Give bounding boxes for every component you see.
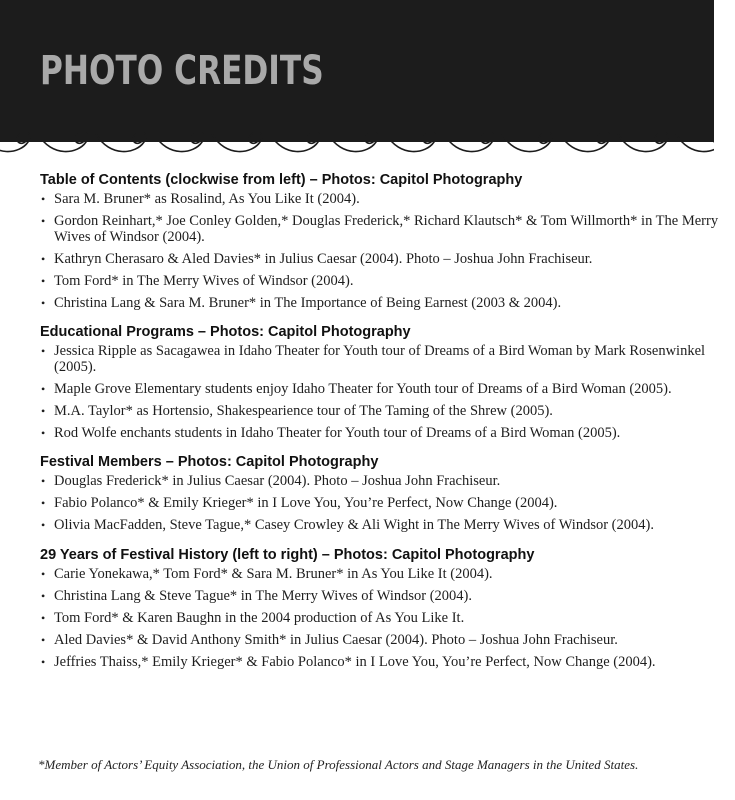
- credit-item: • Jeffries Thaiss,* Emily Krieger* & Fabio Polanco* in I Love You, You’re Perfect, Now Change (2004).: [40, 655, 720, 671]
- credit-item: • Christina Lang & Sara M. Bruner* in The Importance of Being Earnest (2003 & 2004).: [40, 296, 720, 312]
- credits-section-festival-history: [40, 547, 720, 671]
- header-banner: [0, 0, 714, 142]
- scroll-curl: [618, 132, 668, 152]
- credit-item: • Kathryn Cherasaro & Aled Davies* in Julius Caesar (2004). Photo – Joshua John Frachiseur.: [40, 252, 720, 268]
- credit-list: [40, 474, 720, 534]
- credit-item: • Olivia MacFadden, Steve Tague,* Casey Crowley & Ali Wight in The Merry Wives of Windsor (2004).: [40, 518, 720, 534]
- credit-item: • Aled Davies* & David Anthony Smith* in Julius Caesar (2004). Photo – Joshua John Frachiseur.: [40, 633, 720, 649]
- scroll-curl: [154, 132, 204, 152]
- credit-item: • Tom Ford* & Karen Baughn in the 2004 production of As You Like It.: [40, 611, 720, 627]
- scroll-curl: [0, 132, 30, 152]
- credit-item: • Christina Lang & Steve Tague* in The Merry Wives of Windsor (2004).: [40, 589, 720, 605]
- section-heading: Festival Members – Photos: Capitol Photography: [40, 454, 379, 470]
- credit-item: • Jessica Ripple as Sacagawea in Idaho Theater for Youth tour of Dreams of a Bird Woman by Mark Rosenwinkel (2005).: [40, 344, 720, 375]
- scroll-border-ornament: [0, 124, 714, 164]
- credit-item: • Carie Yonekawa,* Tom Ford* & Sara M. Bruner* in As You Like It (2004).: [40, 567, 720, 583]
- credits-section-festival-members: [40, 454, 720, 534]
- credits-section-table-of-contents: [40, 172, 720, 311]
- scroll-curl: [444, 132, 494, 152]
- credit-list: [40, 344, 720, 441]
- scroll-curl: [386, 132, 436, 152]
- section-heading: 29 Years of Festival History (left to right) – Photos: Capitol Photography: [40, 546, 535, 563]
- credit-list: [40, 192, 720, 311]
- section-heading: Table of Contents (clockwise from left) – Photos: Capitol Photography: [40, 172, 523, 188]
- section-heading: Educational Programs – Photos: Capitol Photography: [40, 324, 411, 340]
- credit-item: • Rod Wolfe enchants students in Idaho Theater for Youth tour of Dreams of a Bird Woman (2005).: [40, 426, 720, 442]
- page-title: PHOTO CREDITS: [40, 48, 324, 94]
- scroll-curl: [328, 132, 378, 152]
- scroll-curl: [502, 132, 552, 152]
- credit-list: [40, 567, 720, 671]
- scroll-curl: [38, 132, 88, 152]
- scroll-curl: [96, 132, 146, 152]
- credits-section-educational-programs: [40, 324, 720, 441]
- credit-item: • Tom Ford* in The Merry Wives of Windsor (2004).: [40, 274, 720, 290]
- scroll-curl: [212, 132, 262, 152]
- scroll-curl: [676, 132, 714, 152]
- credit-item: • Fabio Polanco* & Emily Krieger* in I Love You, You’re Perfect, Now Change (2004).: [40, 496, 720, 512]
- credit-item: • Gordon Reinhart,* Joe Conley Golden,* Douglas Frederick,* Richard Klautsch* & Tom Willmorth* in The Merry Wives of Windsor (2004).: [40, 214, 720, 245]
- credit-item: • Maple Grove Elementary students enjoy Idaho Theater for Youth tour of Dreams of a Bird Woman (2005).: [40, 382, 720, 398]
- equity-footnote: *Member of Actors’ Equity Association, the Union of Professional Actors and Stage Managers in the United States.: [38, 757, 639, 772]
- scroll-curl: [270, 132, 320, 152]
- credit-item: • Sara M. Bruner* as Rosalind, As You Like It (2004).: [40, 192, 720, 208]
- credit-item: • M.A. Taylor* as Hortensio, Shakespearience tour of The Taming of the Shrew (2005).: [40, 404, 720, 420]
- credit-item: • Douglas Frederick* in Julius Caesar (2004). Photo – Joshua John Frachiseur.: [40, 474, 720, 490]
- scroll-curl: [560, 132, 610, 152]
- credits-content: [40, 172, 720, 683]
